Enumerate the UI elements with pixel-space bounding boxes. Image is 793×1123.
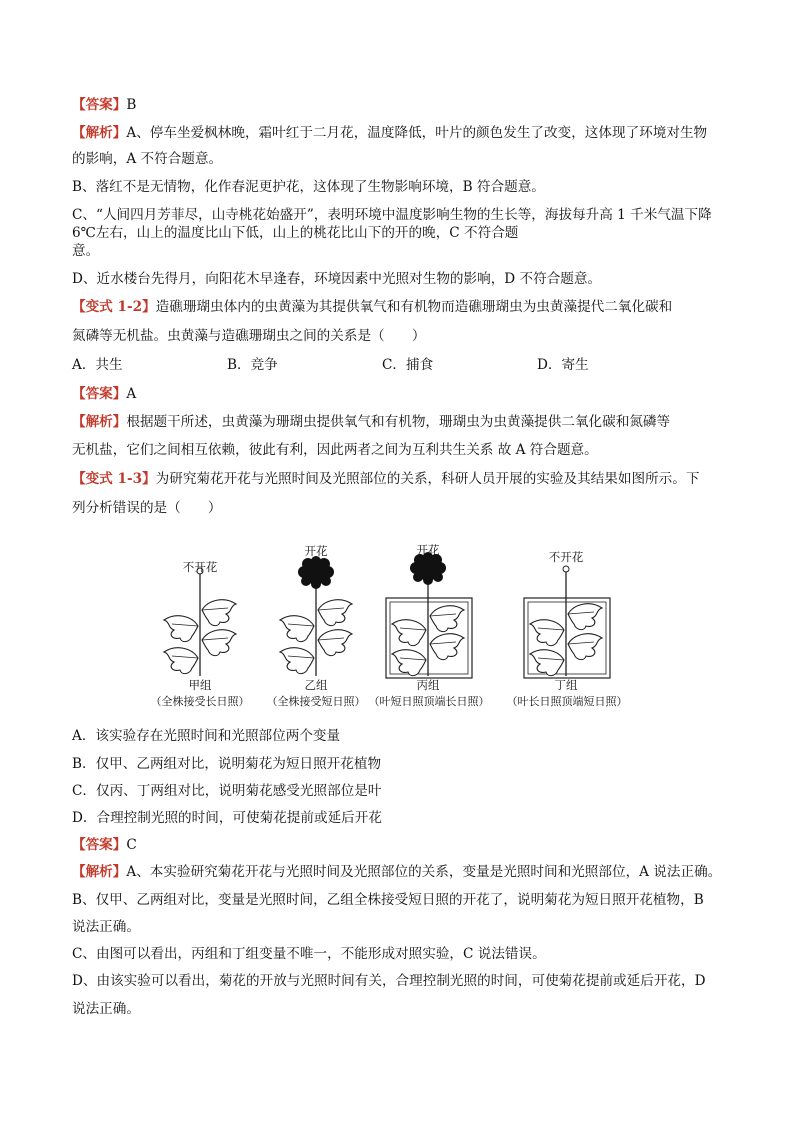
variant-tag: 【变式 1-2】 bbox=[72, 299, 156, 315]
answer-value: C bbox=[126, 837, 137, 853]
q2-answer-line bbox=[72, 385, 732, 403]
option-a: A．共生 bbox=[72, 357, 123, 373]
group-1-caption: （全株接受长日照） bbox=[150, 695, 250, 708]
analysis-text: A、本实验研究菊花开花与光照时间及光照部位的关系，变量是光照时间和光照部位，A 说法正确。 bbox=[126, 864, 722, 880]
q3-analysis-line-1 bbox=[72, 863, 732, 881]
group-3-status: 开花 bbox=[416, 543, 440, 557]
q1-analysis-line-2: 的影响，A 不符合题意。 bbox=[72, 151, 223, 167]
plant-group-3 bbox=[386, 552, 472, 678]
q3-analysis-line-4: C、由图可以看出，丙组和丁组变量不唯一，不能形成对照实验，C 说法错误。 bbox=[72, 946, 546, 962]
group-2-status: 开花 bbox=[304, 544, 328, 558]
q3-stem-line-2: 列分析错误的是（ ） bbox=[72, 500, 222, 516]
group-1-status: 不开花 bbox=[182, 560, 218, 574]
analysis-tag: 【解析】 bbox=[72, 414, 127, 430]
plant-group-2 bbox=[280, 556, 352, 676]
group-4-status: 不开花 bbox=[548, 550, 584, 564]
group-2-caption: （全株接受短日照） bbox=[266, 695, 366, 708]
q1-analysis-line-4: C、“人间四月芳菲尽，山寺桃花始盛开”，表明环境中温度影响生物的生长等，海拔每升高 1 千米气温下降 bbox=[72, 207, 712, 223]
q3-analysis-line-3: 说法正确。 bbox=[72, 919, 140, 935]
q3-analysis-line-6: 说法正确。 bbox=[72, 1001, 140, 1017]
q3-analysis-line-5: D、由该实验可以看出，菊花的开放与光照时间有关，合理控制光照的时间，可使菊花提前或延后开花，D bbox=[72, 973, 706, 989]
stem-text: 造礁珊瑚虫体内的虫黄藻为其提供氧气和有机物而造礁珊瑚虫为虫黄藻提代二氧化碳和 bbox=[155, 299, 673, 315]
q2-options bbox=[72, 356, 732, 374]
q2-analysis-line-2: 无机盐，它们之间相互依赖，彼此有利，因此两者之间为互利共生关系 故 A 符合题意。 bbox=[72, 442, 598, 458]
group-4-caption: （叶长日照顶端短日照） bbox=[506, 695, 628, 708]
option-b: B．竞争 bbox=[227, 357, 278, 373]
q1-analysis-line-3: B、落红不是无情物，化作春泥更护花，这体现了生物影响环境，B 符合题意。 bbox=[72, 179, 545, 195]
q3-option-b: B．仅甲、乙两组对比，说明菊花为短日照开花植物 bbox=[72, 756, 382, 772]
group-4-name: 丁组 bbox=[554, 678, 578, 692]
option-d: D．寄生 bbox=[537, 357, 589, 373]
q3-option-a: A．该实验存在光照时间和光照部位两个变量 bbox=[72, 728, 341, 744]
analysis-tag: 【解析】 bbox=[72, 864, 127, 880]
plant-group-1 bbox=[164, 568, 236, 676]
q1-analysis-line-1 bbox=[72, 124, 732, 142]
q1-analysis-line-7: D、近水楼台先得月，向阳花木早逢春，环境因素中光照对生物的影响，D 不符合题意。 bbox=[72, 271, 602, 287]
group-2-name: 乙组 bbox=[304, 678, 328, 692]
q1-answer-line bbox=[72, 96, 732, 114]
analysis-text: 根据题干所述，虫黄藻为珊瑚虫提供氧气和有机物，珊瑚虫为虫黄藻提供二氧化碳和氮磷等 bbox=[126, 414, 671, 430]
answer-value: A bbox=[126, 386, 137, 402]
group-3-name: 丙组 bbox=[416, 678, 440, 692]
answer-value: B bbox=[126, 97, 137, 113]
q3-stem-line-1 bbox=[72, 470, 732, 488]
group-1-name: 甲组 bbox=[188, 678, 212, 692]
plant-group-4 bbox=[524, 566, 610, 678]
analysis-text: A、停车坐爱枫林晚，霜叶红于二月花，温度降低，叶片的颜色发生了改变，这体现了环境对生物 bbox=[126, 125, 708, 141]
q1-analysis-line-5: 6℃左右，山上的温度比山下低，山上的桃花比山下的开的晚，C 不符合题 bbox=[72, 225, 519, 241]
group-3-caption: （叶短日照顶端长日照） bbox=[368, 695, 490, 708]
q3-analysis-line-2: B、仅甲、乙两组对比，变量是光照时间，乙组全株接受短日照的开花了，说明菊花为短日照开花植物，B bbox=[72, 892, 704, 908]
q3-option-c: C．仅丙、丁两组对比，说明菊花感受光照部位是叶 bbox=[72, 783, 382, 799]
q2-analysis-line-1 bbox=[72, 413, 732, 431]
option-c: C．捕食 bbox=[382, 357, 434, 373]
q3-option-d: D．合理控制光照的时间，可使菊花提前或延后开花 bbox=[72, 810, 382, 826]
q2-stem-line-1 bbox=[72, 298, 732, 316]
answer-tag: 【答案】 bbox=[72, 386, 127, 402]
answer-tag: 【答案】 bbox=[72, 837, 127, 853]
q2-stem-line-2: 氮磷等无机盐。虫黄藻与造礁珊瑚虫之间的关系是（ ） bbox=[72, 328, 426, 344]
analysis-tag: 【解析】 bbox=[72, 125, 127, 141]
variant-tag: 【变式 1-3】 bbox=[72, 471, 156, 487]
answer-tag: 【答案】 bbox=[72, 97, 127, 113]
stem-text: 为研究菊花开花与光照时间及光照部位的关系，科研人员开展的实验及其结果如图所示。下 bbox=[155, 471, 700, 487]
chrysanthemum-experiment-figure bbox=[130, 538, 670, 718]
q3-answer-line bbox=[72, 836, 732, 854]
q1-analysis-line-6: 意。 bbox=[72, 243, 100, 259]
